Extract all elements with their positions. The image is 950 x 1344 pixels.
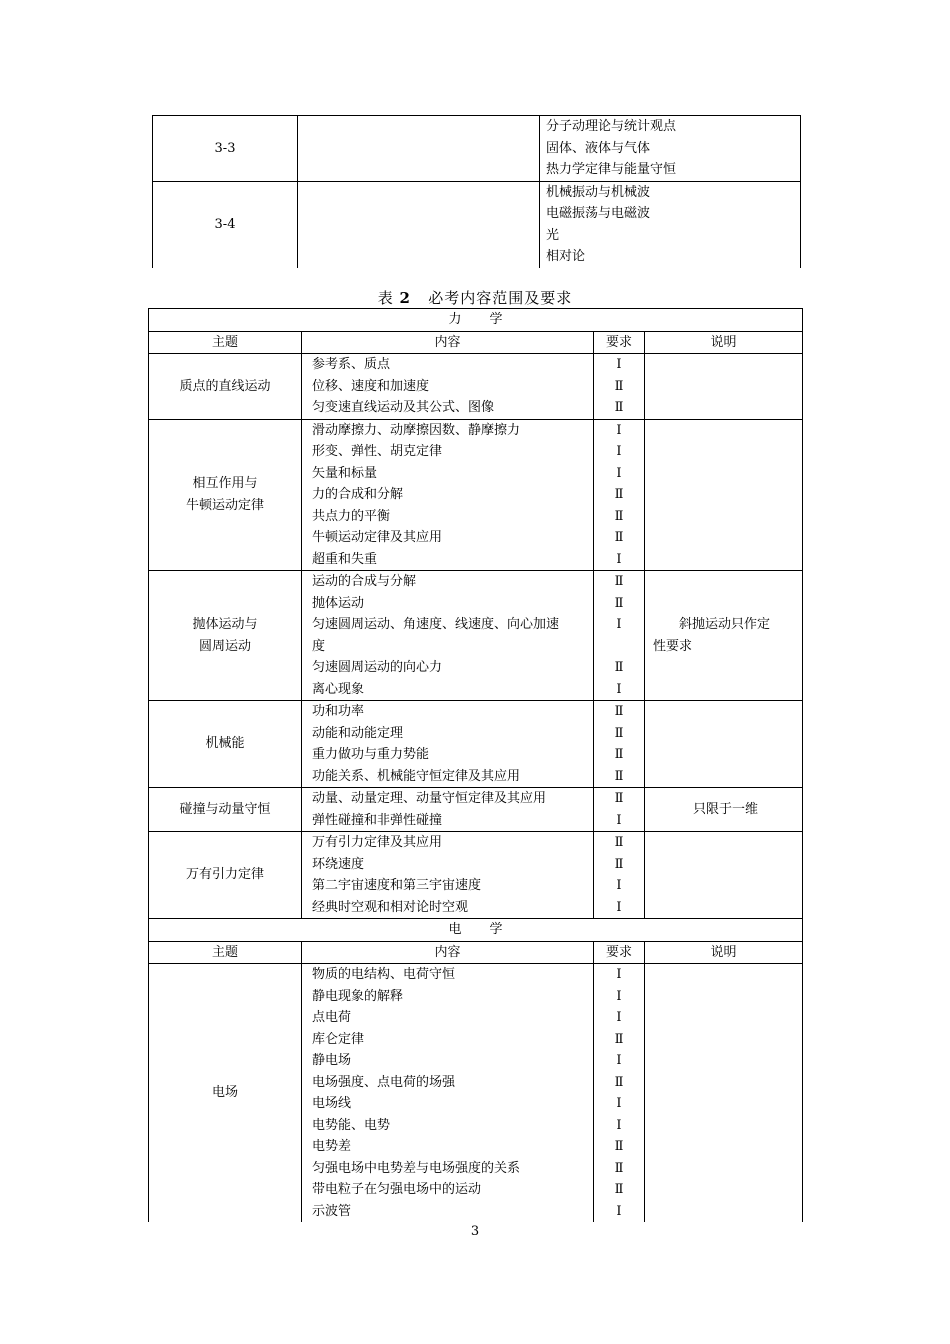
content-item: 第二宇宙速度和第三宇宙速度 — [312, 878, 482, 893]
requirement-level: Ⅰ — [616, 422, 622, 438]
content-item: 点电荷 — [312, 1010, 352, 1025]
topic-name: 牛顿运动定律 — [185, 497, 264, 513]
topic-name: 质点的直线运动 — [179, 378, 271, 394]
content-cell — [302, 832, 594, 919]
requirement-level: Ⅱ — [614, 768, 624, 784]
content-item: 重力做功与重力势能 — [312, 747, 430, 762]
column-header-content: 内容 — [302, 332, 594, 354]
content-item: 经典时空观和相对论时空观 — [312, 899, 469, 915]
top-table-row — [153, 181, 801, 268]
requirement-level: Ⅰ — [616, 465, 622, 481]
page-number: 3 — [470, 1224, 480, 1239]
column-header-note: 说明 — [645, 942, 803, 964]
topic-cell — [149, 964, 302, 1223]
content-item: 共点力的平衡 — [312, 508, 391, 524]
topic-name: 碰撞与动量守恒 — [179, 801, 271, 817]
content-item: 物质的电结构、电荷守恒 — [312, 967, 456, 982]
requirement-cell — [594, 964, 645, 1223]
section-title: 力学 — [448, 312, 531, 327]
content-item: 电场强度、点电荷的场强 — [312, 1074, 456, 1090]
content-cell — [302, 788, 594, 832]
content-item: 万有引力定律及其应用 — [312, 835, 443, 850]
content-item: 功能关系、机械能守恒定律及其应用 — [312, 768, 521, 784]
column-header-row — [149, 332, 803, 354]
requirement-cell — [594, 832, 645, 919]
table-caption — [0, 288, 950, 308]
topic-cell — [149, 701, 302, 788]
content-item: 离心现象 — [312, 681, 365, 697]
requirement-level: Ⅱ — [614, 747, 624, 762]
note-cell — [645, 354, 803, 420]
requirement-level: Ⅰ — [616, 878, 622, 893]
requirement-level: Ⅰ — [616, 967, 622, 982]
requirement-level: Ⅰ — [616, 1096, 622, 1111]
content-item: 匀速圆周运动的向心力 — [312, 660, 443, 675]
column-header-note: 说明 — [645, 332, 803, 354]
module-topic: 机械振动与机械波 — [546, 184, 651, 200]
topic-name: 机械能 — [205, 736, 245, 752]
requirement-level: Ⅱ — [614, 487, 624, 502]
requirement-level: Ⅱ — [614, 835, 624, 850]
note-cell — [645, 571, 803, 701]
content-item: 力的合成和分解 — [312, 487, 404, 502]
content-item: 参考系、质点 — [312, 357, 391, 372]
section-header-row — [149, 309, 803, 332]
requirement-level: Ⅰ — [616, 1117, 622, 1133]
content-cell — [302, 419, 594, 571]
topic-name: 圆周运动 — [198, 638, 251, 654]
topic-name: 相互作用与 — [192, 476, 258, 492]
module-code: 3-4 — [153, 181, 298, 268]
caption-number: 2 — [399, 289, 411, 307]
topic-group-row — [149, 832, 803, 919]
requirement-level: Ⅱ — [614, 400, 624, 415]
requirement-level: Ⅰ — [616, 551, 622, 567]
empty-cell — [298, 181, 540, 268]
requirement-level: Ⅱ — [614, 1160, 624, 1176]
content-item: 牛顿运动定律及其应用 — [312, 530, 443, 545]
requirement-cell — [594, 354, 645, 420]
requirement-level: Ⅱ — [614, 725, 624, 741]
content-item: 动能和动能定理 — [312, 725, 404, 741]
module-topics — [540, 116, 801, 182]
requirement-level: Ⅱ — [614, 508, 624, 524]
module-topic: 光 — [546, 227, 560, 243]
module-topic: 相对论 — [546, 249, 586, 264]
topic-group-row — [149, 571, 803, 701]
note-cell — [645, 832, 803, 919]
note-cell — [645, 701, 803, 788]
requirement-level: Ⅱ — [614, 1031, 624, 1047]
requirement-level: Ⅰ — [616, 988, 622, 1004]
content-item: 匀强电场中电势差与电场强度的关系 — [312, 1160, 521, 1176]
note-text: 性要求 — [653, 638, 693, 654]
topic-cell — [149, 832, 302, 919]
content-item: 电势差 — [312, 1139, 352, 1154]
content-item: 运动的合成与分解 — [312, 574, 417, 589]
column-header-requirement: 要求 — [594, 942, 645, 964]
note-text: 斜抛运动只作定 — [679, 617, 771, 632]
content-item: 电场线 — [312, 1096, 352, 1111]
topic-cell — [149, 571, 302, 701]
content-cell — [302, 354, 594, 420]
module-topic: 固体、液体与气体 — [546, 140, 651, 156]
requirement-level: Ⅰ — [616, 357, 622, 372]
requirement-level: Ⅱ — [614, 378, 624, 394]
requirements-table — [148, 308, 803, 1222]
requirement-level: Ⅱ — [614, 660, 624, 675]
content-item: 匀变速直线运动及其公式、图像 — [312, 400, 495, 415]
requirement-level: Ⅱ — [614, 595, 624, 611]
caption-prefix: 表 — [377, 289, 394, 307]
column-header-requirement: 要求 — [594, 332, 645, 354]
requirement-level: Ⅱ — [614, 1182, 624, 1197]
content-item: 环绕速度 — [312, 856, 365, 872]
content-item: 动量、动量定理、动量守恒定律及其应用 — [312, 791, 547, 806]
topic-group-row — [149, 788, 803, 832]
content-item: 形变、弹性、胡克定律 — [312, 444, 443, 459]
requirement-level: Ⅱ — [614, 530, 624, 545]
content-item: 电势能、电势 — [312, 1117, 391, 1133]
topic-name: 电场 — [211, 1085, 238, 1101]
module-topic: 热力学定律与能量守恒 — [546, 162, 677, 177]
requirement-level: Ⅰ — [616, 1203, 622, 1219]
requirement-level: Ⅰ — [616, 1010, 622, 1025]
requirement-level: Ⅰ — [616, 899, 622, 915]
note-text: 只限于一维 — [693, 801, 759, 817]
requirement-level: Ⅱ — [614, 574, 624, 589]
topic-group-row — [149, 354, 803, 420]
requirement-level — [594, 636, 644, 658]
requirement-level: Ⅱ — [614, 1139, 624, 1154]
topic-group-row — [149, 964, 803, 1223]
content-item: 带电粒子在匀强电场中的运动 — [312, 1182, 482, 1197]
content-item: 位移、速度和加速度 — [312, 378, 430, 394]
module-topic: 电磁振荡与电磁波 — [546, 206, 651, 221]
module-code: 3-3 — [153, 116, 298, 182]
requirement-cell — [594, 571, 645, 701]
topic-cell — [149, 419, 302, 571]
module-topic: 分子动理论与统计观点 — [546, 119, 677, 134]
section-title-cell — [149, 309, 803, 332]
top-table-row — [153, 116, 801, 182]
topic-cell — [149, 788, 302, 832]
requirement-level: Ⅱ — [614, 856, 624, 872]
content-item: 静电场 — [312, 1053, 352, 1068]
requirement-level: Ⅰ — [616, 617, 622, 632]
module-topics — [540, 181, 801, 268]
column-header-row — [149, 942, 803, 964]
requirement-level: Ⅰ — [616, 681, 622, 697]
content-item: 弹性碰撞和非弹性碰撞 — [312, 812, 443, 828]
content-item: 匀速圆周运动、角速度、线速度、向心加速 — [312, 617, 560, 632]
top-continuation-table — [152, 115, 801, 268]
requirement-level: Ⅱ — [614, 1074, 624, 1090]
requirement-cell — [594, 701, 645, 788]
requirement-cell — [594, 419, 645, 571]
topic-group-row — [149, 701, 803, 788]
note-cell — [645, 788, 803, 832]
content-item: 功和功率 — [312, 704, 365, 719]
content-item: 滑动摩擦力、动摩擦因数、静摩擦力 — [312, 422, 521, 438]
content-cell — [302, 964, 594, 1223]
topic-group-row — [149, 419, 803, 571]
requirement-cell — [594, 788, 645, 832]
content-item: 抛体运动 — [312, 595, 365, 611]
requirement-level: Ⅱ — [614, 791, 624, 806]
column-header-topic: 主题 — [149, 332, 302, 354]
note-cell — [645, 964, 803, 1223]
caption-title: 必考内容范围及要求 — [428, 289, 573, 307]
requirement-level: Ⅰ — [616, 1053, 622, 1068]
empty-cell — [298, 116, 540, 182]
column-header-topic: 主题 — [149, 942, 302, 964]
content-item: 示波管 — [312, 1203, 352, 1219]
section-title-cell — [149, 919, 803, 942]
topic-name: 万有引力定律 — [185, 867, 264, 883]
section-title: 电学 — [448, 922, 531, 937]
column-header-content: 内容 — [302, 942, 594, 964]
content-item: 静电现象的解释 — [312, 988, 404, 1004]
content-cell — [302, 701, 594, 788]
content-item: 库仑定律 — [312, 1031, 365, 1047]
content-cell — [302, 571, 594, 701]
content-item: 超重和失重 — [312, 551, 378, 567]
note-cell — [645, 419, 803, 571]
requirement-level: Ⅰ — [616, 444, 622, 459]
requirement-level: Ⅱ — [614, 704, 624, 719]
content-item: 度 — [312, 638, 326, 654]
topic-name: 抛体运动与 — [192, 617, 258, 632]
content-item: 矢量和标量 — [312, 465, 378, 481]
requirement-level: Ⅰ — [616, 812, 622, 828]
section-header-row — [149, 919, 803, 942]
topic-cell — [149, 354, 302, 420]
